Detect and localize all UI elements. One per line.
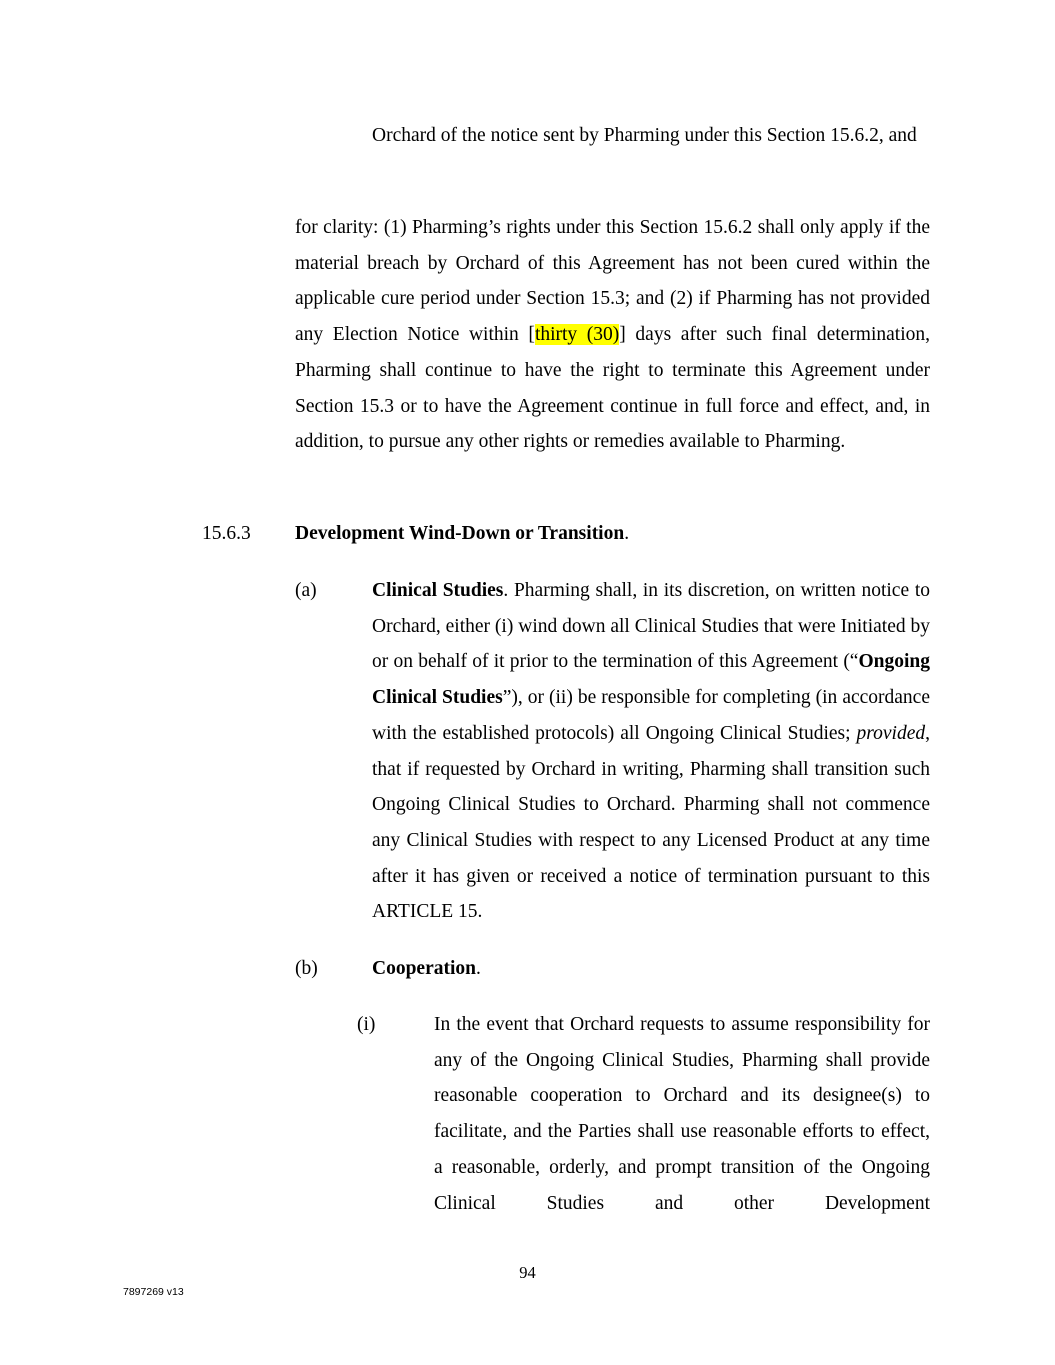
item-a-text-2: ”), or (ii) be responsible for completing (in accordance with the established protocols) all Ongoing Clinical Studies; — [372, 687, 930, 744]
item-a-heading: Clinical Studies — [372, 580, 504, 601]
item-b-i-text: In the event that Orchard requests to assume responsibility for any of the Ongoing Clinical Studies, Pharming shall provide reasonable cooperation to Orchard and its designee(s) to facilitate, and the Parties shall use reasonable efforts to effect, a reasonable, orderly, and prompt transition of the Ongoing Clinical Studies and other Development — [434, 1014, 930, 1214]
section-heading — [295, 516, 629, 552]
section-number: 15.6.3 — [202, 523, 251, 544]
paragraph-for-clarity — [295, 210, 930, 460]
item-b-heading — [372, 951, 481, 987]
item-a-text-3: , that if requested by Orchard in writing, Pharming shall transition such Ongoing Clinical Studies to Orchard. Pharming shall not commence any Clinical Studies with respect to any Licensed Product at any time after it has given or received a notice of termination pursuant to this ARTICLE 15. — [372, 722, 930, 923]
highlighted-term: thirty (30) — [534, 324, 620, 346]
item-a-text-1: . Pharming shall, in its discretion, on written notice to Orchard, either (i) wind down all Clinical Studies that were Initiated by or on behalf of it prior to the termination of this Agreement (“ — [372, 580, 930, 673]
section-heading-punct: . — [624, 523, 630, 544]
item-a-label: (a) — [295, 580, 317, 601]
item-b-i-label: (i) — [357, 1014, 376, 1035]
paragraph-continuation-text: Orchard of the notice sent by Pharming under this Section 15.6.2, and — [372, 125, 917, 146]
item-b-i-paragraph — [434, 1007, 930, 1221]
section-heading-text: Development Wind-Down or Transition — [295, 523, 625, 544]
item-a-defined-term: Ongoing Clinical Studies — [372, 651, 930, 709]
item-b-label: (b) — [295, 958, 318, 979]
document-id: 7897269 v13 — [123, 1286, 184, 1298]
page-number: 94 — [519, 1263, 536, 1282]
paragraph-continuation — [372, 118, 930, 154]
item-b-heading-punct: . — [476, 958, 481, 979]
clarity-text-before: for clarity: (1) Pharming’s rights under this Section 15.6.2 shall only apply if the material breach by Orchard of this Agreement has not been cured within the applicable cure period under Section 15.3; and (2) if Pharming has not provided any Election Notice within [ — [295, 217, 930, 346]
clarity-text-after: ] days after such final determination, Pharming shall continue to have the right to terminate this Agreement under Section 15.3 or to have the Agreement continue in full force and effect, and, in addition, to pursue any other rights or remedies available to Pharming. — [295, 324, 931, 453]
item-a-paragraph — [372, 573, 930, 930]
item-a-italic-term: provided — [856, 722, 926, 744]
item-b-heading-text: Cooperation — [372, 958, 476, 979]
